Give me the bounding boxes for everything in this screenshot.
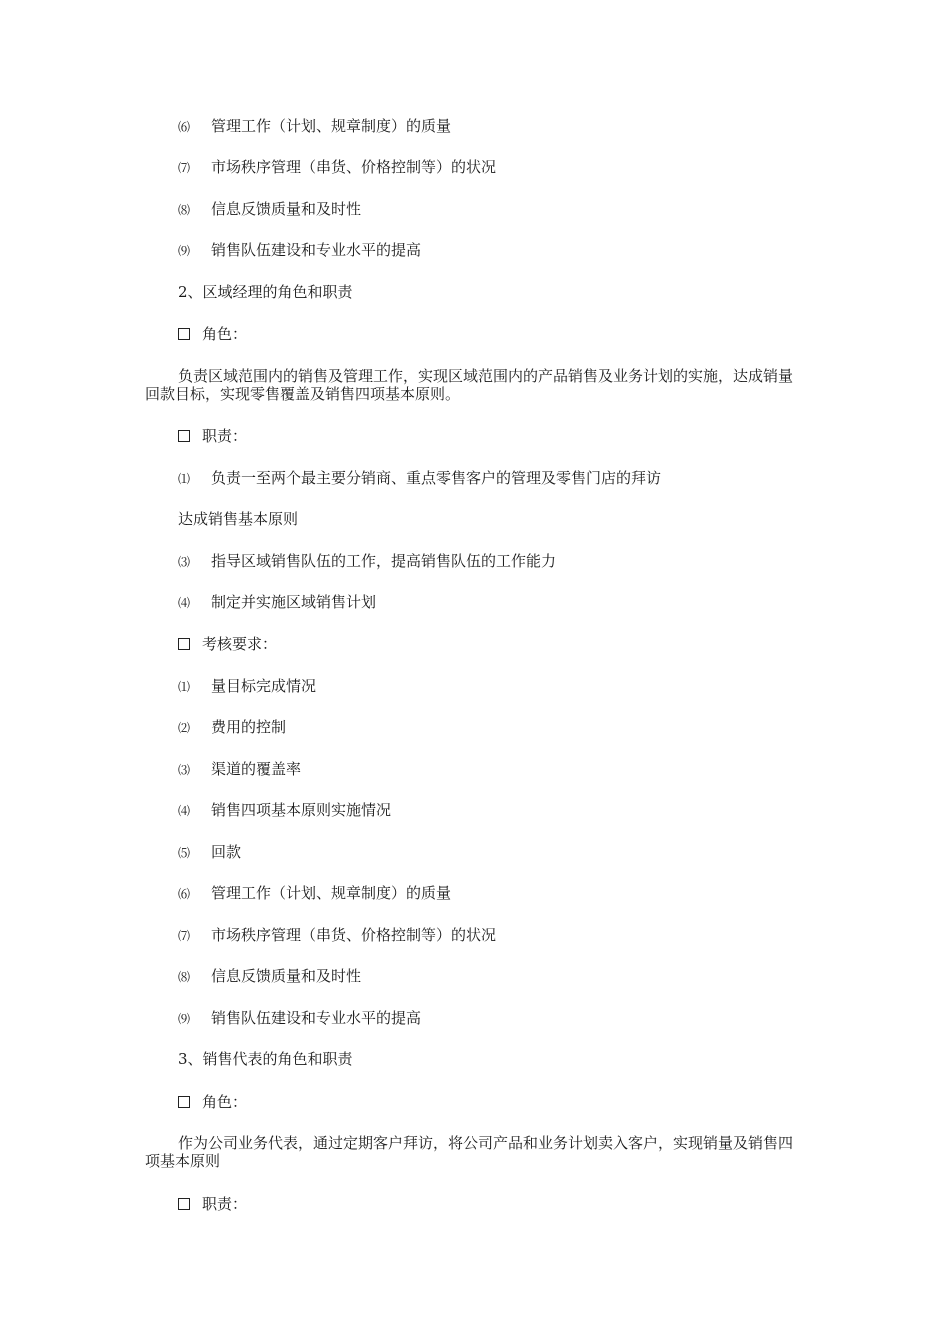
checkbox-icon: [178, 430, 190, 442]
assess-label: [178, 635, 277, 653]
role-label-text: 角色：: [202, 1093, 248, 1111]
item-text: 制定并实施区域销售计划: [211, 593, 377, 611]
checkbox-icon: [178, 328, 190, 340]
item-number: ⑶: [178, 763, 191, 777]
item-number: ⑴: [178, 680, 191, 694]
checkbox-icon: [178, 1096, 190, 1108]
role-label-text: 角色：: [202, 325, 248, 343]
list-item: [178, 884, 451, 903]
item-number: ⑼: [178, 244, 191, 258]
duties-label: [178, 427, 247, 445]
item-number: ⑷: [178, 596, 191, 610]
item-number: ⑹: [178, 120, 191, 134]
list-item: [178, 158, 496, 177]
item-number: ⑷: [178, 804, 191, 818]
list-item: [178, 1009, 421, 1028]
role-paragraph: [145, 367, 805, 403]
list-item: [178, 469, 661, 488]
item-text: 达成销售基本原则: [178, 510, 299, 528]
checkbox-icon: [178, 1198, 190, 1210]
list-item: [178, 200, 361, 219]
list-item: [178, 677, 316, 696]
checkbox-icon: [178, 638, 190, 650]
item-number: ⑻: [178, 970, 191, 984]
role-paragraph: [145, 1134, 805, 1170]
duties-label-text: 职责：: [202, 1195, 248, 1213]
item-number: ⑵: [178, 721, 191, 735]
item-number: ⑸: [178, 846, 191, 860]
list-item: [178, 552, 556, 571]
item-number: ⑴: [178, 472, 191, 486]
duties-label: [178, 1195, 247, 1213]
item-text: 指导区域销售队伍的工作，提高销售队伍的工作能力: [211, 552, 557, 570]
item-number: ⑻: [178, 203, 191, 217]
item-text: 回款: [211, 843, 242, 861]
assess-label-text: 考核要求：: [202, 635, 278, 653]
item-text: 管理工作（计划、规章制度）的质量: [211, 884, 452, 902]
list-item: [178, 593, 376, 612]
item-number: ⑶: [178, 555, 191, 569]
item-number: ⑺: [178, 929, 191, 943]
item-text: 销售队伍建设和专业水平的提高: [211, 1009, 422, 1027]
item-text: 销售队伍建设和专业水平的提高: [211, 241, 422, 259]
role-label: [178, 1093, 247, 1111]
list-item: [178, 967, 361, 986]
list-item: [178, 801, 391, 820]
list-item: [178, 117, 451, 136]
list-item: [178, 760, 301, 779]
list-item: [178, 843, 241, 862]
item-text: 市场秩序管理（串货、价格控制等）的状况: [211, 926, 497, 944]
item-number: ⑼: [178, 1012, 191, 1026]
item-text: 渠道的覆盖率: [211, 760, 302, 778]
list-item: [178, 510, 298, 528]
role-paragraph-text: 负责区域范围内的销售及管理工作，实现区域范围内的产品销售及业务计划的实施，达成销量回款目标，实现零售覆盖及销售四项基本原则。: [145, 367, 794, 403]
role-paragraph-text: 作为公司业务代表，通过定期客户拜访，将公司产品和业务计划卖入客户，实现销量及销售四项基本原则: [145, 1134, 794, 1170]
item-text: 信息反馈质量和及时性: [211, 200, 362, 218]
item-text: 市场秩序管理（串货、价格控制等）的状况: [211, 158, 497, 176]
role-label: [178, 325, 247, 343]
list-item: [178, 926, 496, 945]
section-heading: 3、销售代表的角色和职责: [178, 1050, 353, 1068]
item-text: 量目标完成情况: [211, 677, 317, 695]
duties-label-text: 职责：: [202, 427, 248, 445]
item-number: ⑺: [178, 161, 191, 175]
item-text: 销售四项基本原则实施情况: [211, 801, 392, 819]
item-text: 管理工作（计划、规章制度）的质量: [211, 117, 452, 135]
item-text: 负责一至两个最主要分销商、重点零售客户的管理及零售门店的拜访: [211, 469, 662, 487]
section-heading: 2、区域经理的角色和职责: [178, 283, 353, 301]
item-text: 信息反馈质量和及时性: [211, 967, 362, 985]
item-number: ⑹: [178, 887, 191, 901]
item-text: 费用的控制: [211, 718, 287, 736]
list-item: [178, 718, 286, 737]
list-item: [178, 241, 421, 260]
